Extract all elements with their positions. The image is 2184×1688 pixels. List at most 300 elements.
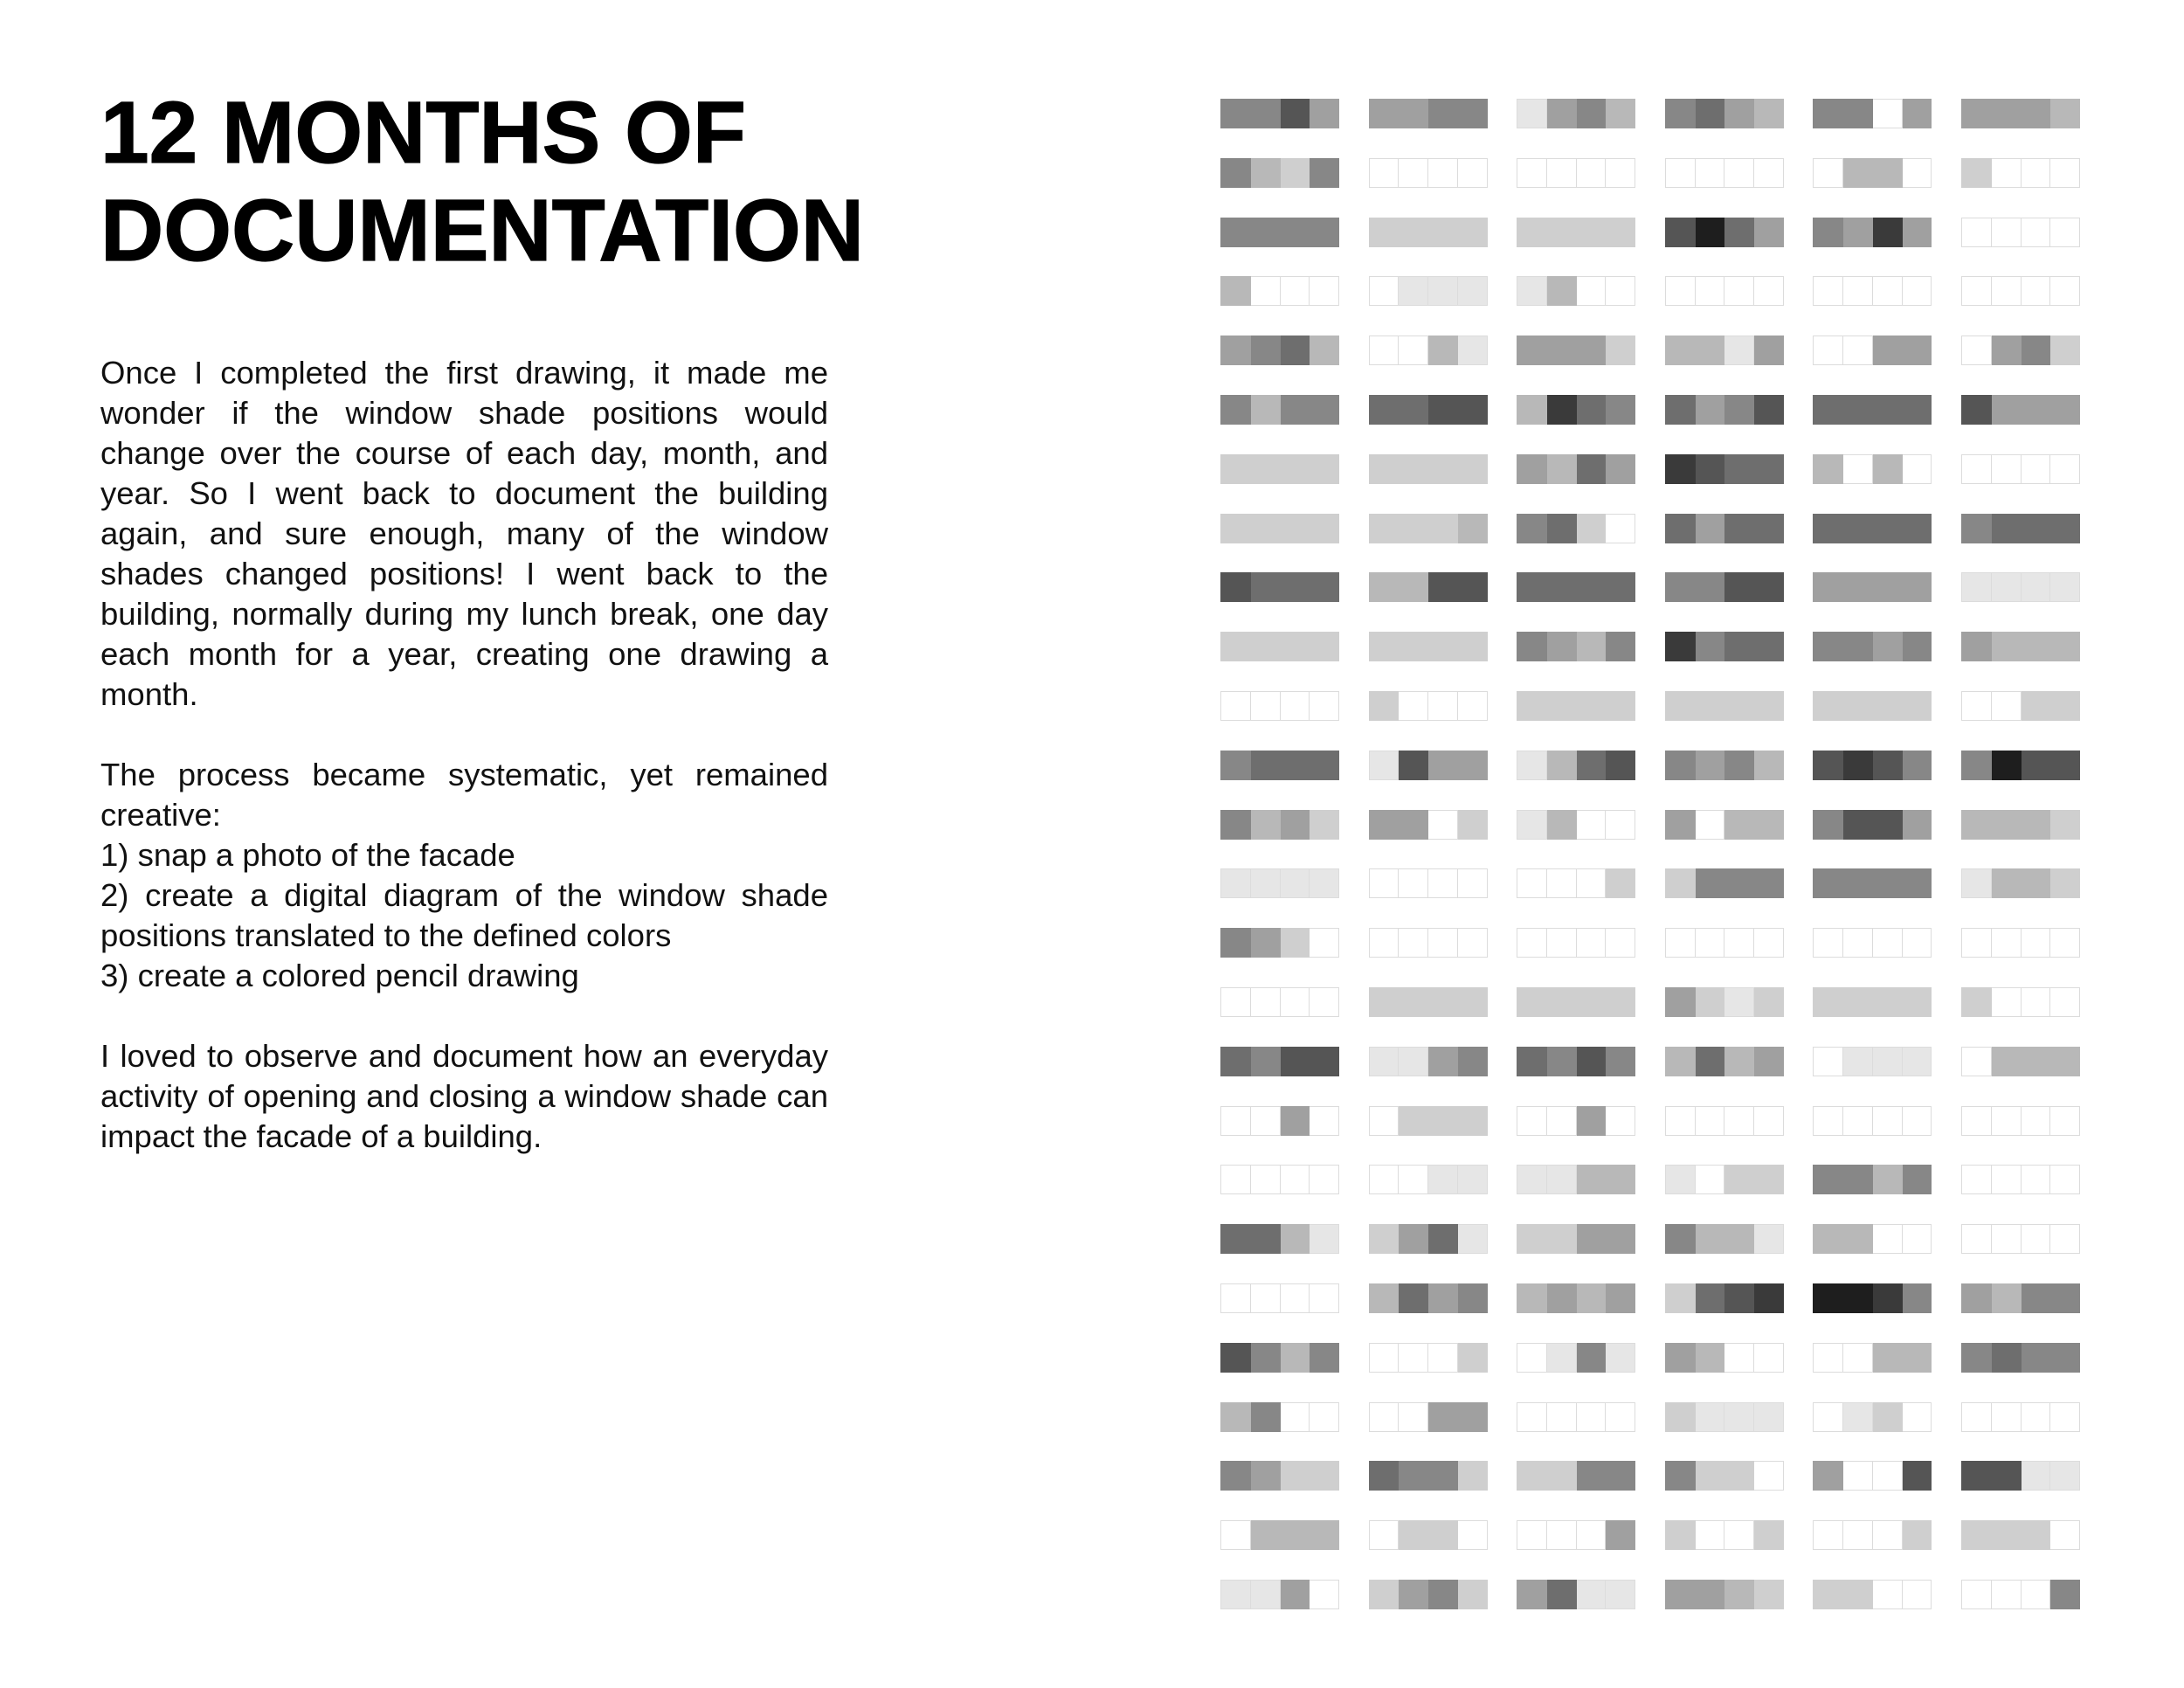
window-shade-pane (1310, 218, 1339, 247)
window (1961, 1461, 2080, 1491)
window-shade-pane (1843, 158, 1873, 188)
window-shade-pane (1310, 987, 1339, 1017)
window-shade-pane (1724, 514, 1754, 543)
window-shade-pane (1369, 1402, 1400, 1432)
window-shade-pane (2022, 928, 2051, 958)
window-shade-pane (1813, 158, 1843, 188)
window-shade-pane (1428, 218, 1458, 247)
window-shade-pane (1517, 810, 1547, 840)
window-shade-pane (1606, 572, 1635, 602)
window-shade-pane (1873, 454, 1903, 484)
window-shade-pane (1724, 276, 1754, 306)
window-shade-pane (1696, 868, 1725, 898)
window (1961, 454, 2080, 484)
window-shade-pane (1992, 987, 2022, 1017)
window-shade-pane (1547, 276, 1577, 306)
window-shade-pane (1220, 691, 1251, 721)
window-shade-pane (1577, 632, 1607, 661)
window-shade-pane (1220, 1165, 1251, 1194)
window-shade-pane (1606, 868, 1635, 898)
window (1813, 1047, 1932, 1076)
window-shade-pane (1724, 1224, 1754, 1254)
window-shade-pane (2022, 810, 2051, 840)
window-shade-pane (1873, 810, 1903, 840)
window-shade-pane (1992, 514, 2022, 543)
window-shade-pane (1577, 1047, 1607, 1076)
window (1517, 99, 1635, 128)
window (1369, 395, 1488, 425)
window-shade-pane (1369, 810, 1400, 840)
page-title (100, 84, 1061, 280)
window-shade-pane (1458, 1283, 1488, 1313)
window-shade-pane (1813, 987, 1843, 1017)
page-title-line-1: 12 MONTHS OF (100, 84, 746, 182)
window-shade-pane (1547, 572, 1577, 602)
window (1813, 218, 1932, 247)
window-shade-pane (1369, 454, 1400, 484)
window-shade-pane (1428, 1283, 1458, 1313)
window-shade-pane (1310, 1224, 1339, 1254)
window-shade-pane (1281, 632, 1310, 661)
facade-row (1220, 1047, 2094, 1076)
window-shade-pane (1961, 987, 1992, 1017)
window-shade-pane (1251, 1580, 1281, 1609)
window (1961, 158, 2080, 188)
window (1220, 1520, 1339, 1550)
window-shade-pane (1310, 1165, 1339, 1194)
window-shade-pane (1754, 1343, 1784, 1373)
window-shade-pane (1281, 810, 1310, 840)
window (1961, 1520, 2080, 1550)
window-shade-pane (1754, 395, 1784, 425)
facade-row (1220, 1580, 2094, 1609)
window-shade-pane (1873, 218, 1903, 247)
window-shade-pane (1696, 336, 1725, 365)
window-shade-pane (1754, 1580, 1784, 1609)
window-shade-pane (1310, 336, 1339, 365)
window-shade-pane (1517, 1520, 1547, 1550)
window-shade-pane (1310, 632, 1339, 661)
window-shade-pane (1310, 810, 1339, 840)
window-shade-pane (2050, 454, 2080, 484)
window-shade-pane (1903, 1520, 1932, 1550)
window-shade-pane (1903, 1343, 1932, 1373)
window (1220, 868, 1339, 898)
window-shade-pane (1724, 158, 1754, 188)
window-shade-pane (1843, 454, 1873, 484)
window-shade-pane (2022, 1461, 2051, 1491)
window-shade-pane (2022, 1580, 2051, 1609)
window-shade-pane (1961, 514, 1992, 543)
window-shade-pane (2050, 1461, 2080, 1491)
window (1517, 572, 1635, 602)
window (1220, 1402, 1339, 1432)
window-shade-pane (1428, 1580, 1458, 1609)
window-shade-pane (1606, 1520, 1635, 1550)
window-shade-pane (1873, 1402, 1903, 1432)
window (1220, 99, 1339, 128)
window (1813, 987, 1932, 1017)
window-shade-pane (1724, 987, 1754, 1017)
window-shade-pane (1724, 691, 1754, 721)
window-shade-pane (1813, 928, 1843, 958)
window-shade-pane (1310, 1047, 1339, 1076)
window (1813, 395, 1932, 425)
window-shade-pane (1310, 928, 1339, 958)
window-shade-pane (1369, 276, 1400, 306)
window-shade-pane (1665, 1461, 1696, 1491)
window-shade-pane (1428, 454, 1458, 484)
window-shade-pane (1724, 928, 1754, 958)
window-shade-pane (1813, 336, 1843, 365)
window-shade-pane (1517, 395, 1547, 425)
window-shade-pane (1251, 1165, 1281, 1194)
window-shade-pane (1696, 276, 1725, 306)
window-shade-pane (1220, 751, 1251, 780)
window-shade-pane (1281, 336, 1310, 365)
window-shade-pane (1843, 868, 1873, 898)
window-shade-pane (1547, 1520, 1577, 1550)
window-shade-pane (1754, 1106, 1784, 1136)
window-shade-pane (1220, 158, 1251, 188)
window-shade-pane (1458, 1461, 1488, 1491)
window-shade-pane (1428, 987, 1458, 1017)
window-shade-pane (1310, 1461, 1339, 1491)
window-shade-pane (1220, 514, 1251, 543)
window-shade-pane (1843, 810, 1873, 840)
window-shade-pane (1428, 928, 1458, 958)
window-shade-pane (1220, 632, 1251, 661)
window-shade-pane (1428, 336, 1458, 365)
window (1665, 987, 1784, 1017)
window-shade-pane (1577, 218, 1607, 247)
window (1369, 514, 1488, 543)
window-shade-pane (1281, 1343, 1310, 1373)
window-shade-pane (1665, 158, 1696, 188)
window-shade-pane (2050, 632, 2080, 661)
window-shade-pane (1873, 751, 1903, 780)
window-shade-pane (1754, 1165, 1784, 1194)
window-shade-pane (1369, 751, 1400, 780)
window (1813, 868, 1932, 898)
window (1220, 751, 1339, 780)
window-shade-pane (1369, 395, 1400, 425)
window-shade-pane (1754, 987, 1784, 1017)
window (1665, 1047, 1784, 1076)
window (1369, 1283, 1488, 1313)
window-shade-pane (2050, 691, 2080, 721)
window-shade-pane (2022, 514, 2051, 543)
window-shade-pane (1547, 987, 1577, 1017)
window-shade-pane (1843, 572, 1873, 602)
window (1220, 1106, 1339, 1136)
window-shade-pane (2022, 158, 2051, 188)
window-shade-pane (1577, 158, 1607, 188)
window-shade-pane (1665, 1580, 1696, 1609)
window (1369, 751, 1488, 780)
window-shade-pane (1665, 1047, 1696, 1076)
window-shade-pane (1724, 1106, 1754, 1136)
window-shade-pane (1310, 514, 1339, 543)
window (1665, 1461, 1784, 1491)
window (1369, 336, 1488, 365)
window (1961, 395, 2080, 425)
window-shade-pane (1310, 572, 1339, 602)
window-shade-pane (1665, 276, 1696, 306)
window (1517, 1165, 1635, 1194)
window-shade-pane (1369, 99, 1400, 128)
window-shade-pane (1961, 691, 1992, 721)
window-shade-pane (1220, 395, 1251, 425)
window (1369, 1106, 1488, 1136)
window-shade-pane (1843, 1106, 1873, 1136)
window-shade-pane (1873, 1047, 1903, 1076)
window-shade-pane (1517, 1402, 1547, 1432)
window-shade-pane (1696, 691, 1725, 721)
window-shade-pane (1577, 1165, 1607, 1194)
window (1517, 928, 1635, 958)
window-shade-pane (1665, 1520, 1696, 1550)
window (1665, 395, 1784, 425)
window-shade-pane (1251, 99, 1281, 128)
window-shade-pane (1873, 1106, 1903, 1136)
window-shade-pane (1606, 395, 1635, 425)
window-shade-pane (2050, 1047, 2080, 1076)
window-shade-pane (1665, 1106, 1696, 1136)
window-shade-pane (1903, 1283, 1932, 1313)
window-shade-pane (1873, 1165, 1903, 1194)
window-shade-pane (1754, 928, 1784, 958)
window-shade-pane (1961, 1402, 1992, 1432)
window-shade-pane (1696, 514, 1725, 543)
facade-row (1220, 1165, 2094, 1194)
window-shade-pane (1903, 454, 1932, 484)
window (1665, 276, 1784, 306)
window-shade-pane (1813, 454, 1843, 484)
window-shade-pane (1992, 1047, 2022, 1076)
window-shade-pane (1281, 691, 1310, 721)
window-shade-pane (1220, 218, 1251, 247)
window-shade-pane (2022, 395, 2051, 425)
window-shade-pane (1992, 1106, 2022, 1136)
window-shade-pane (1220, 276, 1251, 306)
window-shade-pane (1399, 1461, 1428, 1491)
window (1813, 928, 1932, 958)
window-shade-pane (1665, 514, 1696, 543)
window (1961, 810, 2080, 840)
window (1665, 1165, 1784, 1194)
window-shade-pane (1547, 1224, 1577, 1254)
window-shade-pane (1547, 1343, 1577, 1373)
window (1665, 158, 1784, 188)
window (1961, 514, 2080, 543)
facade-row (1220, 454, 2094, 484)
window (1369, 1402, 1488, 1432)
window-shade-pane (1606, 99, 1635, 128)
window-shade-pane (1220, 454, 1251, 484)
window (1961, 691, 2080, 721)
window-shade-pane (1992, 632, 2022, 661)
window-shade-pane (1547, 810, 1577, 840)
window (1813, 632, 1932, 661)
window (1369, 1580, 1488, 1609)
window-shade-pane (2022, 691, 2051, 721)
window-shade-pane (1813, 1520, 1843, 1550)
window-shade-pane (1696, 395, 1725, 425)
window (1813, 572, 1932, 602)
window-shade-pane (1724, 868, 1754, 898)
window-shade-pane (1813, 276, 1843, 306)
window-shade-pane (1696, 1224, 1725, 1254)
window (1369, 691, 1488, 721)
window (1665, 1402, 1784, 1432)
window-shade-pane (1992, 395, 2022, 425)
window-shade-pane (1458, 1402, 1488, 1432)
window-shade-pane (1606, 454, 1635, 484)
window-shade-pane (1428, 810, 1458, 840)
window-shade-pane (1813, 868, 1843, 898)
window-shade-pane (1547, 1580, 1577, 1609)
window-shade-pane (1961, 1165, 1992, 1194)
window-shade-pane (1813, 514, 1843, 543)
window-shade-pane (1843, 1402, 1873, 1432)
window-shade-pane (1220, 1580, 1251, 1609)
window-shade-pane (2022, 987, 2051, 1017)
window-shade-pane (1992, 1165, 2022, 1194)
window-shade-pane (1577, 1461, 1607, 1491)
window-shade-pane (1873, 395, 1903, 425)
window (1961, 276, 2080, 306)
window-shade-pane (1577, 572, 1607, 602)
window-shade-pane (1517, 572, 1547, 602)
window-shade-pane (1577, 1402, 1607, 1432)
window (1665, 1520, 1784, 1550)
window-shade-pane (1754, 868, 1784, 898)
window-shade-pane (1577, 928, 1607, 958)
window-shade-pane (1251, 632, 1281, 661)
window-shade-pane (1754, 1402, 1784, 1432)
window-shade-pane (1281, 454, 1310, 484)
window-shade-pane (1281, 1106, 1310, 1136)
window (1961, 1580, 2080, 1609)
window-shade-pane (1992, 218, 2022, 247)
window-shade-pane (1251, 454, 1281, 484)
window-shade-pane (1517, 99, 1547, 128)
window-shade-pane (1813, 751, 1843, 780)
window (1517, 987, 1635, 1017)
window-shade-pane (1547, 632, 1577, 661)
window-shade-pane (1251, 1224, 1281, 1254)
window-shade-pane (1399, 99, 1428, 128)
facade-row (1220, 1283, 2094, 1313)
window-shade-pane (1251, 1461, 1281, 1491)
window-shade-pane (1547, 514, 1577, 543)
window-shade-pane (1428, 1461, 1458, 1491)
window-shade-pane (2050, 1283, 2080, 1313)
window-shade-pane (1843, 1165, 1873, 1194)
window-shade-pane (1251, 1520, 1281, 1550)
window-shade-pane (1665, 691, 1696, 721)
window (1961, 928, 2080, 958)
window-shade-pane (1369, 632, 1400, 661)
window-shade-pane (1369, 1520, 1400, 1550)
window-shade-pane (1577, 276, 1607, 306)
window-shade-pane (1903, 514, 1932, 543)
window-shade-pane (1428, 395, 1458, 425)
window (1813, 1520, 1932, 1550)
window-shade-pane (1903, 987, 1932, 1017)
window-shade-pane (1754, 751, 1784, 780)
window-shade-pane (1458, 99, 1488, 128)
window-shade-pane (1547, 395, 1577, 425)
window (1517, 1402, 1635, 1432)
window-shade-pane (1517, 336, 1547, 365)
window-shade-pane (1547, 1402, 1577, 1432)
window-shade-pane (1577, 1343, 1607, 1373)
window-shade-pane (2050, 1224, 2080, 1254)
window-shade-pane (1606, 1283, 1635, 1313)
window-shade-pane (2022, 572, 2051, 602)
window-shade-pane (1903, 572, 1932, 602)
window-shade-pane (1517, 1224, 1547, 1254)
window-shade-pane (1428, 572, 1458, 602)
window-shade-pane (1369, 1106, 1400, 1136)
window-shade-pane (1428, 691, 1458, 721)
window-shade-pane (1724, 1047, 1754, 1076)
window-shade-pane (1813, 395, 1843, 425)
window-shade-pane (1724, 218, 1754, 247)
window-shade-pane (1369, 514, 1400, 543)
window (1220, 572, 1339, 602)
window-shade-pane (1458, 1343, 1488, 1373)
window (1961, 1224, 2080, 1254)
window (1665, 691, 1784, 721)
window-shade-pane (1696, 1580, 1725, 1609)
window-shade-pane (1281, 1283, 1310, 1313)
window-shade-pane (1458, 1520, 1488, 1550)
window-shade-pane (1961, 218, 1992, 247)
window-shade-pane (1428, 276, 1458, 306)
window (1813, 1283, 1932, 1313)
window (1220, 632, 1339, 661)
window (1665, 868, 1784, 898)
window-shade-pane (1606, 218, 1635, 247)
facade-row (1220, 987, 2094, 1017)
window-shade-pane (1754, 514, 1784, 543)
window-shade-pane (2050, 158, 2080, 188)
window-shade-pane (2022, 1283, 2051, 1313)
facade-row (1220, 868, 2094, 898)
window-shade-pane (1281, 1224, 1310, 1254)
window-shade-pane (1873, 987, 1903, 1017)
window (1517, 1283, 1635, 1313)
window-shade-pane (1547, 928, 1577, 958)
window-shade-pane (1517, 454, 1547, 484)
window-shade-pane (1754, 1224, 1784, 1254)
window (1813, 99, 1932, 128)
window (1665, 751, 1784, 780)
window-shade-pane (2050, 1343, 2080, 1373)
window (1369, 868, 1488, 898)
window (1369, 1461, 1488, 1491)
window (1665, 1343, 1784, 1373)
window (1665, 632, 1784, 661)
window-shade-pane (1903, 868, 1932, 898)
window-shade-pane (1873, 868, 1903, 898)
window-shade-pane (1281, 1165, 1310, 1194)
window-shade-pane (1843, 514, 1873, 543)
window-shade-pane (1843, 928, 1873, 958)
